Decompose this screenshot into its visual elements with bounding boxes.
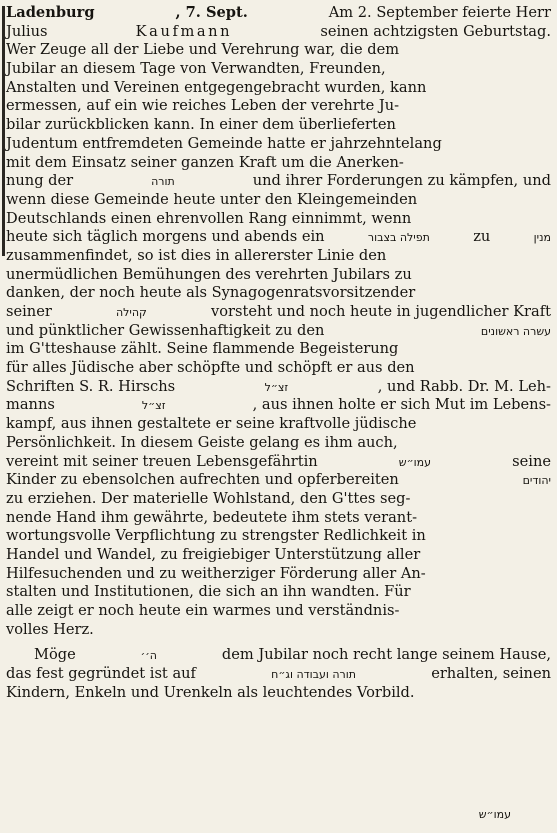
text-segment: mit dem Einsatz seiner ganzen Kraft um die Anerken- (6, 153, 404, 171)
text-line (6, 303, 551, 322)
text-line (6, 490, 551, 509)
text-line (6, 41, 551, 60)
hebrew-term: קהילה (115, 306, 147, 319)
hebrew-term: תפילה בצבור (367, 231, 430, 245)
text-line (6, 378, 551, 397)
text-line (6, 621, 551, 640)
text-line (6, 665, 551, 684)
text-line (6, 453, 551, 472)
text-segment: seine (512, 452, 551, 470)
text-line (6, 116, 551, 135)
text-segment: nende Hand ihm gewährte, bedeutete ihm stets verant- (6, 508, 418, 526)
text-segment: vorsteht und noch heute in jugendlicher Kraft (210, 303, 551, 320)
text-line (6, 340, 551, 359)
text-line (6, 359, 551, 378)
paragraph-closing (6, 646, 551, 702)
text-segment: , aus ihnen holte er sich Mut im Lebens- (252, 396, 551, 414)
text-line (6, 23, 551, 42)
text-segment: ermessen, auf ein wie reiches Leben der verehrte Ju- (6, 97, 400, 115)
text-segment: im G'tteshause zählt. Seine flammende Begeisterung (6, 340, 399, 358)
text-segment: zusammenfindet, so ist dies in allererster Linie den (6, 246, 387, 264)
hebrew-term: ה׳׳ (140, 649, 157, 663)
text-segment: und ihrer Forderungen zu kämpfen, und (252, 172, 551, 190)
text-segment: zu erziehen. Der materielle Wohlstand, den G'ttes seg- (6, 489, 411, 507)
text-segment: Persönlichkeit. In diesem Geiste gelang es ihm auch, (6, 433, 398, 451)
text-segment: für alles Jüdische aber schöpfte und schöpft er aus den (6, 359, 415, 377)
paragraph-gap (6, 639, 551, 646)
text-line (6, 266, 551, 285)
text-segment: bilar zurückblicken kann. In einer dem überlieferten (6, 116, 396, 134)
text-segment: manns (6, 396, 55, 414)
text-segment: Möge (34, 646, 76, 664)
text-segment: nung der (6, 172, 74, 190)
text-segment: Wer Zeuge all der Liebe und Verehrung war, die dem (6, 41, 400, 59)
text-line (6, 565, 551, 584)
text-line (6, 434, 551, 453)
text-segment: das fest gegründet ist auf (6, 665, 196, 683)
text-line (6, 509, 551, 528)
text-line (6, 527, 551, 546)
hebrew-term: עמו״ש (398, 455, 432, 469)
paragraph-main (6, 4, 551, 639)
text-line (6, 546, 551, 565)
text-segment: Kinder zu ebensolchen aufrechten und opferbereiten (6, 471, 399, 489)
text-segment: alle zeigt er noch heute ein warmes und verständnis- (6, 602, 400, 619)
text-line (6, 60, 551, 79)
text-line (6, 602, 551, 621)
text-segment: Handel und Wandel, zu freigiebiger Unterstützung aller (6, 545, 421, 563)
text-segment: unermüdlichen Bemühungen des verehrten Jubilars zu (6, 265, 412, 283)
text-segment: volles Herz. (6, 620, 94, 638)
text-segment: , und Rabb. Dr. M. Leh- (377, 377, 551, 395)
text-line (6, 79, 551, 98)
text-segment: erhalten, seinen (431, 665, 551, 683)
text-segment: Kaufmann (135, 22, 233, 40)
text-segment: zu (473, 228, 491, 246)
text-line (6, 210, 551, 229)
dateline-place: Ladenburg (6, 4, 95, 21)
text-segment: Hilfesuchenden und zu weitherziger Förderung aller An- (6, 564, 426, 582)
text-segment: und pünktlicher Gewissenhaftigkeit zu den (6, 321, 325, 339)
text-segment: Julius (6, 22, 48, 40)
text-segment: seiner (6, 303, 52, 320)
text-segment: wortungsvolle Verpflichtung zu strengster Redlichkeit in (6, 527, 426, 545)
text-segment: Schriften S. R. Hirschs (6, 377, 176, 395)
text-line (6, 471, 551, 490)
text-line (6, 97, 551, 116)
text-segment: Deutschlands einen ehrenvollen Rang einnimmt, wenn (6, 209, 412, 227)
hebrew-term: זצ״ל (264, 380, 289, 394)
hebrew-term: זצ״ל (141, 399, 166, 413)
text-segment: Anstalten und Vereinen entgegengebracht wurden, kann (6, 78, 427, 96)
hebrew-term: יהודים (522, 474, 551, 488)
text-line (6, 684, 551, 703)
signature: עמו״ש (478, 808, 511, 821)
text-segment: heute sich täglich morgens und abends ein (6, 228, 325, 246)
text-line (6, 396, 551, 415)
text-line (6, 322, 551, 341)
hebrew-term: מנין (533, 231, 551, 245)
text-line (6, 646, 551, 665)
text-line (6, 135, 551, 154)
text-segment: Judentum entfremdeten Gemeinde hatte er jahrzehntelang (6, 134, 442, 152)
text-segment: Am 2. September feierte Herr (328, 4, 551, 21)
text-line (6, 583, 551, 602)
text-segment: dem Jubilar noch recht lange seinem Hause, (221, 646, 551, 664)
text-segment: danken, der noch heute als Synagogenratsvorsitzender (6, 284, 416, 302)
text-segment: kampf, aus ihnen gestaltete er seine kraftvolle jüdische (6, 415, 417, 433)
text-line (6, 154, 551, 173)
hebrew-term: עשרה ראשונים (480, 324, 551, 338)
hebrew-term: תורה ועבודה וג״ח (271, 668, 356, 682)
hebrew-term: תורה (151, 175, 175, 189)
text-line (6, 191, 551, 210)
text-segment: vereint mit seiner treuen Lebensgefährtin (6, 452, 318, 470)
column-rule (2, 6, 5, 256)
text-segment: stalten und Institutionen, die sich an ihn wandten. Für (6, 583, 411, 601)
dateline-date: , 7. Sept. (175, 4, 248, 21)
text-line (6, 415, 551, 434)
text-line (6, 172, 551, 191)
text-line (6, 284, 551, 303)
text-segment: seinen achtzigsten Geburtstag. (320, 22, 551, 40)
text-line (6, 228, 551, 247)
text-segment: Kindern, Enkeln und Urenkeln als leuchtendes Vorbild. (6, 683, 415, 701)
text-line (6, 4, 551, 23)
text-line (6, 247, 551, 266)
text-segment: wenn diese Gemeinde heute unter den Kleingemeinden (6, 190, 418, 208)
text-segment: Jubilar an diesem Tage von Verwandten, Freunden, (6, 60, 386, 78)
